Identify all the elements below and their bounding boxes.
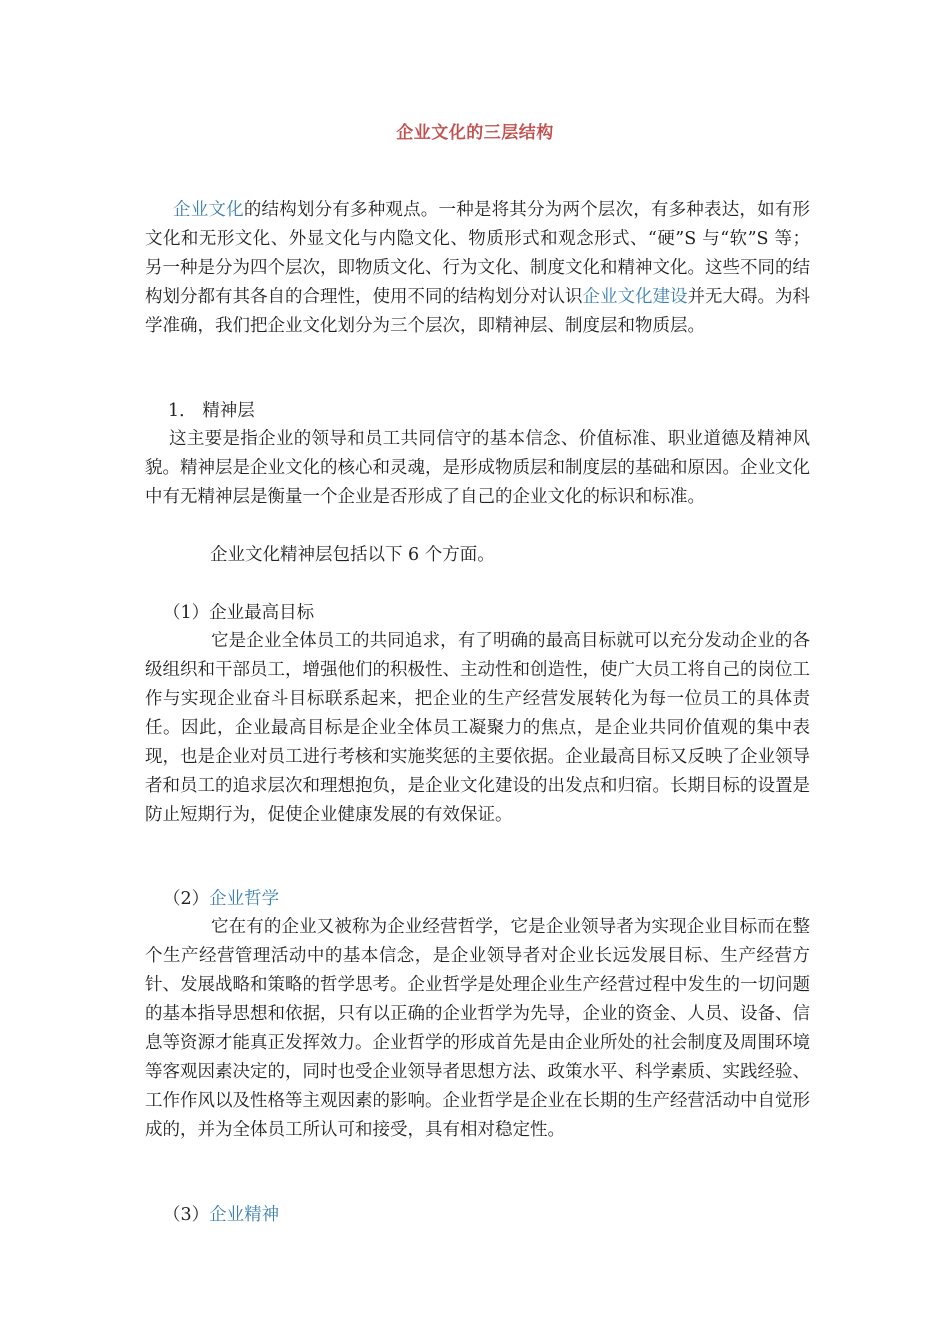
item-philosophy-paragraph: 它在有的企业又被称为企业经营哲学，它是企业领导者为实现企业目标而在整个生产经营管理活动中的基本信念，是企业领导者对企业长远发展目标、生产经营方针、发展战略和策略的哲学思考。企业哲学是处理企业生产经营过程中发生的一切问题的基本指导思想和依据，只有以正确的企业哲学为先导，企业的资金、人员、设备、信息等资源才能真正发挥效力。企业哲学的形成首先是由企业所处的社会制度及周围环境等客观因素决定的，同时也受企业领导者思想方法、政策水平、科学素质、实践经验、工作作风以及性格等主观因素的影响。企业哲学是企业在长期的生产经营活动中自觉形成的，并为全体员工所认可和接受，具有相对稳定性。 bbox=[145, 917, 810, 1140]
link-corporate-culture[interactable]: 企业文化 bbox=[173, 200, 244, 220]
link-corporate-spirit[interactable]: 企业精神 bbox=[209, 1205, 280, 1225]
intro-text-part2: 并无大碍。为科学准确，我们把企业文化划分为三个层次，即精神层、制度层和物质层。 bbox=[145, 287, 810, 336]
section-spirit-summary: 企业文化精神层包括以下 6 个方面。 bbox=[210, 545, 495, 565]
link-corporate-philosophy[interactable]: 企业哲学 bbox=[209, 889, 280, 909]
item-heading-spirit bbox=[163, 1201, 279, 1230]
item-heading-philosophy bbox=[163, 885, 279, 914]
item-heading-highest-goal bbox=[163, 599, 314, 628]
section-spirit-paragraph: 这主要是指企业的领导和员工共同信守的基本信念、价值标准、职业道德及精神风貌。精神层是企业文化的核心和灵魂，是形成物质层和制度层的基础和原因。企业文化中有无精神层是衡量一个企业是否形成了自己的企业文化的标识和标准。 bbox=[145, 429, 810, 507]
item-number: （3） bbox=[163, 1205, 210, 1225]
item-number: （1） bbox=[163, 603, 210, 623]
document-title: 企业文化的三层结构 bbox=[396, 123, 554, 143]
item-number: （2） bbox=[163, 889, 210, 909]
section-heading-spirit-layer: 1． 精神层 bbox=[168, 401, 255, 421]
intro-paragraph bbox=[145, 196, 810, 341]
item-label: 企业最高目标 bbox=[209, 603, 315, 623]
item-highest-goal-paragraph: 它是企业全体员工的共同追求，有了明确的最高目标就可以充分发动企业的各级组织和干部员工，增强他们的积极性、主动性和创造性，使广大员工将自己的岗位工作与实现企业奋斗目标联系起来，把企业的生产经营发展转化为每一位员工的具体责任。因此，企业最高目标是企业全体员工凝聚力的焦点，是企业共同价值观的集中表现，也是企业对员工进行考核和实施奖惩的主要依据。企业最高目标又反映了企业领导者和员工的追求层次和理想抱负，是企业文化建设的出发点和归宿。长期目标的设置是防止短期行为，促使企业健康发展的有效保证。 bbox=[145, 631, 810, 825]
link-corporate-culture-building[interactable]: 企业文化建设 bbox=[582, 287, 688, 307]
intro-text-part1: 的结构划分有多种观点。一种是将其分为两个层次，有多种表达，如有形文化和无形文化、外显文化与内隐文化、物质形式和观念形式、“硬”S 与“软”S 等；另一种是分为四个层次，即物质文化、行为文化、制度文化和精神文化。这些不同的结构划分都有其各自的合理性，使用不同的结构划分对认识 bbox=[145, 200, 811, 307]
